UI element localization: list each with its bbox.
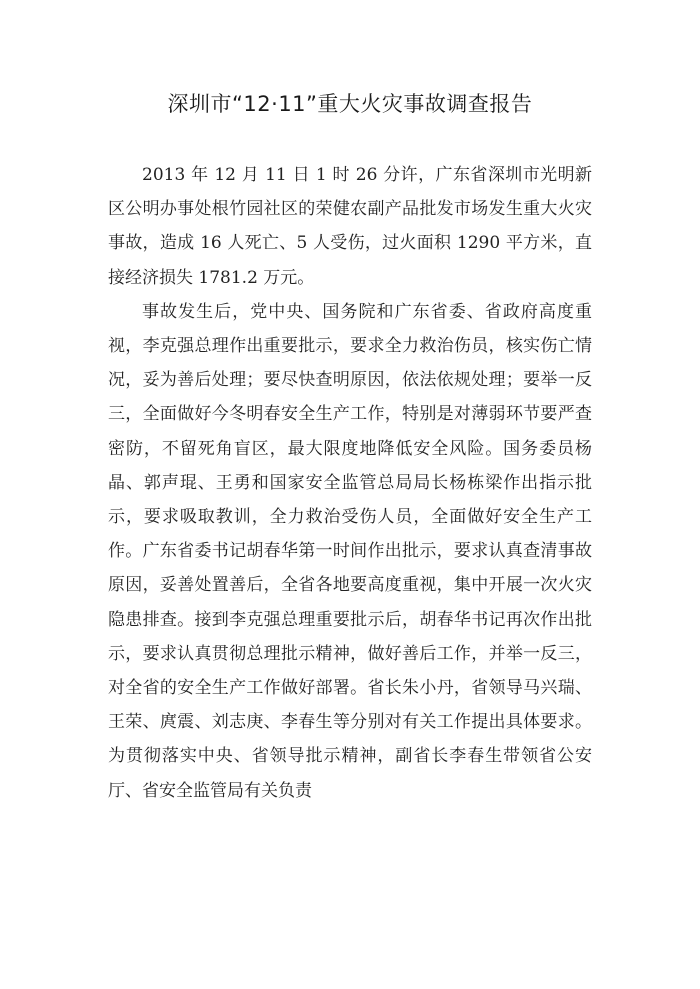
paragraph-incident-summary: 2013 年 12 月 11 日 1 时 26 分许，广东省深圳市光明新区公明办事处根竹园社区的荣健农副产品批发市场发生重大火灾事故，造成 16 人死亡、5 人受伤，过火面积 1290 平方米，直接经济损失 1781.2 万元。 — [108, 165, 592, 288]
paragraph-leadership-response: 事故发生后，党中央、国务院和广东省委、省政府高度重视，李克强总理作出重要批示，要求全力救治伤员，核实伤亡情况，妥为善后处理；要尽快查明原因，依法依规处理；要举一反三，全面做好今冬明春安全生产工作，特别是对薄弱环节要严查密防，不留死角盲区，最大限度地降低安全风险。国务委员杨晶、郭声琨、王勇和国家安全监管总局局长杨栋梁作出指示批示，要求吸取教训，全力救治受伤人员，全面做好安全生产工作。广东省委书记胡春华第一时间作出批示，要求认真查清事故原因，妥善处置善后，全省各地要高度重视，集中开展一次火灾隐患排查。接到李克强总理重要批示后，胡春华书记再次作出批示，要求认真贯彻总理批示精神，做好善后工作，并举一反三，对全省的安全生产工作做好部署。省长朱小丹，省领导马兴瑞、王荣、庹震、刘志庚、李春生等分别对有关工作提出具体要求。为贯彻落实中央、省领导批示精神，副省长李春生带领省公安厅、省安全监管局有关负责 — [108, 301, 592, 801]
document-body — [108, 158, 592, 808]
document-title: 深圳市“12·11”重大火灾事故调查报告 — [167, 92, 533, 116]
